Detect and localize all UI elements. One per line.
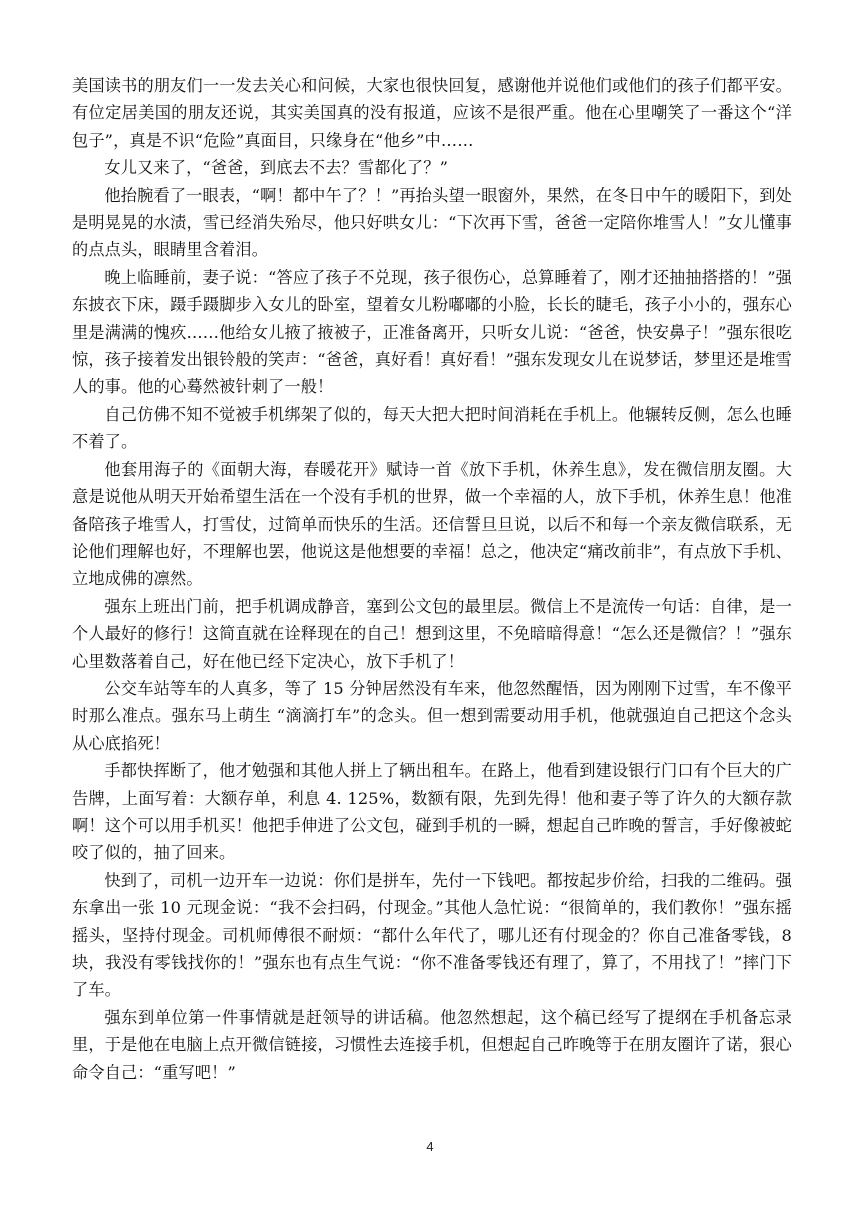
paragraph: 强东到单位第一件事情就是赶领导的讲话稿。他忽然想起，这个稿已经写了提纲在手机备忘录里，于是他在电脑上点开微信链接，习惯性去连接手机，但想起自己昨晚等于在朋友圈许了诺，狠心命令自己：“重写吧！” (72, 1007, 792, 1082)
paragraph: 晚上临睡前，妻子说：“答应了孩子不兑现，孩子很伤心，总算睡着了，刚才还抽抽搭搭的！”强东披衣下床，蹑手蹑脚步入女儿的卧室，望着女儿粉嘟嘟的小脸，长长的睫毛，孩子小小的，强东心里是满满的愧疚……他给女儿掖了掖被子，正准备离开，只听女儿说：“爸爸，快安鼻子！”强东很吃惊，孩子接着发出银铃般的笑声：“爸爸，真好看！真好看！”强东发现女儿在说梦话，梦里还是堆雪人的事。他的心蓦然被针刺了一般！ (72, 267, 792, 397)
page-number: 4 (426, 1139, 434, 1154)
paragraph: 自己仿佛不知不觉被手机绑架了似的，每天大把大把时间消耗在手机上。他辗转反侧，怎么也睡不着了。 (72, 404, 792, 452)
paragraph: 快到了，司机一边开车一边说：你们是拼车，先付一下钱吧。都按起步价给，扫我的二维码。强东拿出一张 10 元现金说：“我不会扫码，付现金。”其他人急忙说：“很简单的，我们教你！”强东摇摇头，坚持付现金。司机师傅很不耐烦：“都什么年代了，哪儿还有付现金的？你自己准备零钱，8 块，我没有零钱找你的！”强东也有点生气说：“你不准备零钱还有理了，算了，不用找了！”摔门下了车。 (72, 870, 792, 1000)
paragraph: 公交车站等车的人真多，等了 15 分钟居然没有车来，他忽然醒悟，因为刚刚下过雪，车不像平时那么准点。强东马上萌生 “滴滴打车”的念头。但一想到需要动用手机，他就强迫自己把这个念头从心底掐死！ (72, 678, 792, 753)
paragraph: 强东上班出门前，把手机调成静音，塞到公文包的最里层。微信上不是流传一句话：自律，是一个人最好的修行！这简直就在诠释现在的自己！想到这里，不免暗暗得意！“怎么还是微信？！”强东心里数落着自己，好在他已经下定决心，放下手机了！ (72, 596, 792, 671)
document-body (72, 72, 792, 1086)
paragraph: 手都快挥断了，他才勉强和其他人拼上了辆出租车。在路上，他看到建设银行门口有个巨大的广告牌，上面写着：大额存单，利息 4. 125%，数额有限，先到先得！他和妻子等了许久的大额存款啊！这个可以用手机买！他把手伸进了公文包，碰到手机的一瞬，想起自己昨晚的誓言，手好像被蛇咬了似的，抽了回来。 (72, 761, 792, 863)
paragraph: 他抬腕看了一眼表，“啊！都中午了？！”再抬头望一眼窗外，果然，在冬日中午的暖阳下，到处是明晃晃的水渍，雪已经消失殆尽，他只好哄女儿：“下次再下雪，爸爸一定陪你堆雪人！”女儿懂事的点点头，眼睛里含着泪。 (72, 185, 792, 260)
paragraph: 他套用海子的《面朝大海，春暖花开》赋诗一首《放下手机，休养生息》，发在微信朋友圈。大意是说他从明天开始希望生活在一个没有手机的世界，做一个幸福的人，放下手机，休养生息！他准备陪孩子堆雪人，打雪仗，过简单而快乐的生活。还信誓旦旦说，以后不和每一个亲友微信联系，无论他们理解也好，不理解也罢，他说这是他想要的幸福！总之，他决定“痛改前非”，有点放下手机、立地成佛的凛然。 (72, 459, 792, 589)
paragraph: 美国读书的朋友们一一发去关心和问候，大家也很快回复，感谢他并说他们或他们的孩子们都平安。有位定居美国的朋友还说，其实美国真的没有报道，应该不是很严重。他在心里嘲笑了一番这个“洋包子”，真是不识“危险”真面目，只缘身在“他乡”中…… (72, 76, 792, 150)
paragraph: 女儿又来了，“爸爸，到底去不去？雪都化了？” (104, 158, 448, 178)
